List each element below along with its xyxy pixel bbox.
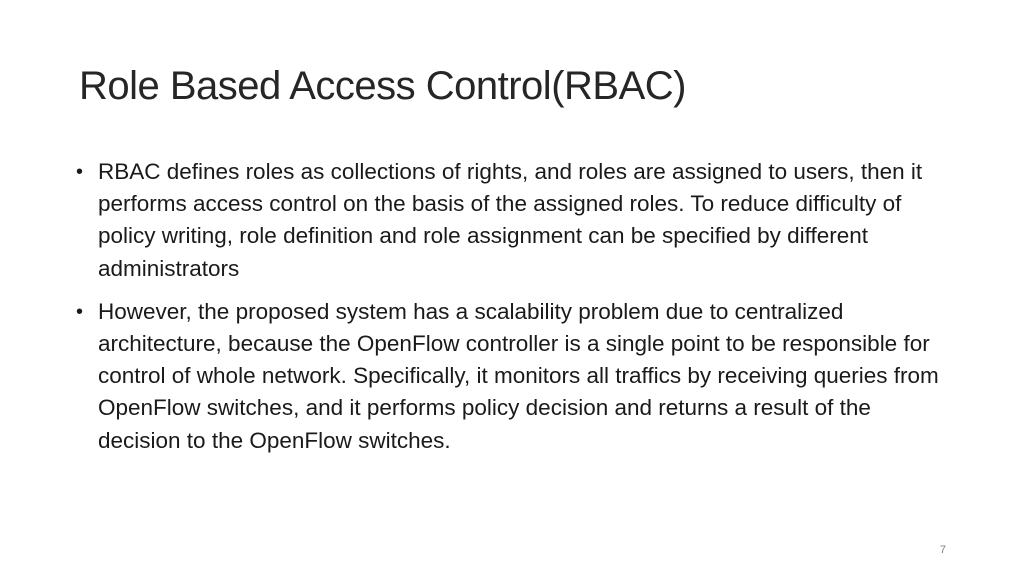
bullet-icon: • [76, 161, 84, 183]
page-number: 7 [939, 544, 946, 556]
bullet-item [76, 296, 946, 457]
bullet-text: However, the proposed system has a scalability problem due to centralized architecture, because the OpenFlow controller is a single point to be responsible for control of whole network. Specifically, it monitors all traffics by receiving queries from OpenFlow switches, and it performs policy decision and returns a result of the decision to the OpenFlow switches. [98, 298, 939, 453]
slide-title: Role Based Access Control(RBAC) [79, 64, 686, 108]
bullet-list [76, 156, 946, 468]
bullet-text: RBAC defines roles as collections of rights, and roles are assigned to users, then it performs access control on the basis of the assigned roles. To reduce difficulty of policy writing, role definition and role assignment can be specified by different administrators [98, 159, 923, 281]
bullet-item [76, 156, 946, 285]
bullet-icon: • [76, 300, 84, 323]
